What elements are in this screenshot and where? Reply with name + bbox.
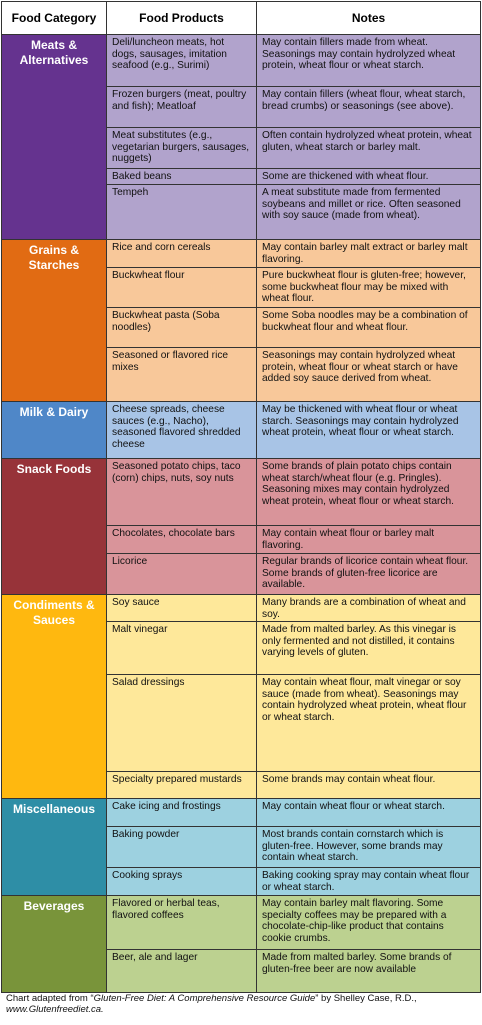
caption-url: www.Glutenfreediet.ca. xyxy=(6,1004,104,1015)
note-cell: Some brands of plain potato chips contain wheat starch/wheat flour (e.g. Pringles). Seasoning mixes may contain hydrolyzed wheat protein, wheat flour or wheat starch. xyxy=(257,459,481,526)
table-row xyxy=(2,595,481,622)
table-row xyxy=(2,896,481,950)
header-food-category: Food Category xyxy=(2,2,107,35)
product-cell: Tempeh xyxy=(107,185,257,240)
product-cell: Soy sauce xyxy=(107,595,257,622)
product-cell: Baked beans xyxy=(107,169,257,185)
note-cell: May contain fillers (wheat flour, wheat starch, bread crumbs) or seasonings (see above). xyxy=(257,87,481,128)
product-cell: Meat substitutes (e.g., vegetarian burgers, sausages, nuggets) xyxy=(107,128,257,169)
category-cell: Milk & Dairy xyxy=(2,402,107,459)
note-cell: Most brands contain cornstarch which is gluten-free. However, some brands may contain wheat starch. xyxy=(257,827,481,868)
product-cell: Frozen burgers (meat, poultry and fish); Meatloaf xyxy=(107,87,257,128)
category-cell: Grains & Starches xyxy=(2,240,107,402)
product-cell: Beer, ale and lager xyxy=(107,950,257,993)
table-row xyxy=(2,402,481,459)
category-cell: Beverages xyxy=(2,896,107,993)
note-cell: Baking cooking spray may contain wheat flour or wheat starch. xyxy=(257,868,481,896)
product-cell: Cake icing and frostings xyxy=(107,799,257,827)
table-row xyxy=(2,459,481,526)
product-cell: Malt vinegar xyxy=(107,622,257,675)
product-cell: Cooking sprays xyxy=(107,868,257,896)
product-cell: Rice and corn cereals xyxy=(107,240,257,268)
note-cell: May contain fillers made from wheat. Seasonings may contain hydrolyzed wheat protein, wheat flour or wheat starch. xyxy=(257,35,481,87)
caption-suffix: ” by Shelley Case, R.D., xyxy=(315,993,417,1004)
food-table xyxy=(1,1,481,993)
category-cell: Meats & Alternatives xyxy=(2,35,107,240)
category-cell: Snack Foods xyxy=(2,459,107,595)
note-cell: May contain wheat flour or wheat starch. xyxy=(257,799,481,827)
note-cell: May contain barley malt extract or barley malt flavoring. xyxy=(257,240,481,268)
product-cell: Licorice xyxy=(107,554,257,595)
product-cell: Deli/luncheon meats, hot dogs, sausages, imitation seafood (e.g., Surimi) xyxy=(107,35,257,87)
note-cell: Pure buckwheat flour is gluten-free; however, some buckwheat flour may be mixed with wheat flour. xyxy=(257,268,481,308)
product-cell: Flavored or herbal teas, flavored coffees xyxy=(107,896,257,950)
category-cell: Miscellaneous xyxy=(2,799,107,896)
caption-source: Gluten-Free Diet: A Comprehensive Resource Guide xyxy=(93,993,316,1004)
note-cell: Made from malted barley. As this vinegar is only fermented and not distilled, it contains varying levels of gluten. xyxy=(257,622,481,675)
note-cell: A meat substitute made from fermented soybeans and millet or rice. Often seasoned with soy sauce (made from wheat). xyxy=(257,185,481,240)
product-cell: Chocolates, chocolate bars xyxy=(107,526,257,554)
product-cell: Cheese spreads, cheese sauces (e.g., Nacho), seasoned flavored shredded cheese xyxy=(107,402,257,459)
product-cell: Specialty prepared mustards xyxy=(107,772,257,799)
header-row xyxy=(2,2,481,35)
table-row xyxy=(2,799,481,827)
note-cell: Some are thickened with wheat flour. xyxy=(257,169,481,185)
table-row xyxy=(2,240,481,268)
note-cell: Often contain hydrolyzed wheat protein, wheat gluten, wheat starch or barley malt. xyxy=(257,128,481,169)
note-cell: Seasonings may contain hydrolyzed wheat protein, wheat flour or wheat starch or have added soy sauce derived from wheat. xyxy=(257,348,481,402)
product-cell: Seasoned or flavored rice mixes xyxy=(107,348,257,402)
product-cell: Seasoned potato chips, taco (corn) chips, nuts, soy nuts xyxy=(107,459,257,526)
caption-prefix: Chart adapted from “ xyxy=(6,993,94,1004)
note-cell: Regular brands of licorice contain wheat flour. Some brands of gluten-free licorice are available. xyxy=(257,554,481,595)
note-cell: May be thickened with wheat flour or wheat starch. Seasonings may contain hydrolyzed wheat protein, wheat flour or wheat starch. xyxy=(257,402,481,459)
source-caption xyxy=(6,993,476,1015)
product-cell: Buckwheat pasta (Soba noodles) xyxy=(107,308,257,348)
header-notes: Notes xyxy=(257,2,481,35)
header-food-products: Food Products xyxy=(107,2,257,35)
note-cell: May contain barley malt flavoring. Some specialty coffees may be prepared with a chocolate-chip-like product that contains cookie crumbs. xyxy=(257,896,481,950)
note-cell: Some Soba noodles may be a combination of buckwheat flour and wheat flour. xyxy=(257,308,481,348)
product-cell: Baking powder xyxy=(107,827,257,868)
note-cell: May contain wheat flour, malt vinegar or soy sauce (made from wheat). Seasonings may contain hydrolyzed wheat protein, wheat flour or wheat starch. xyxy=(257,675,481,772)
note-cell: Made from malted barley. Some brands of gluten-free beer are now available xyxy=(257,950,481,993)
note-cell: May contain wheat flour or barley malt flavoring. xyxy=(257,526,481,554)
table-body xyxy=(2,35,481,993)
gluten-chart xyxy=(0,1,482,1025)
category-cell: Condiments & Sauces xyxy=(2,595,107,799)
note-cell: Some brands may contain wheat flour. xyxy=(257,772,481,799)
note-cell: Many brands are a combination of wheat and soy. xyxy=(257,595,481,622)
product-cell: Salad dressings xyxy=(107,675,257,772)
product-cell: Buckwheat flour xyxy=(107,268,257,308)
table-row xyxy=(2,35,481,87)
